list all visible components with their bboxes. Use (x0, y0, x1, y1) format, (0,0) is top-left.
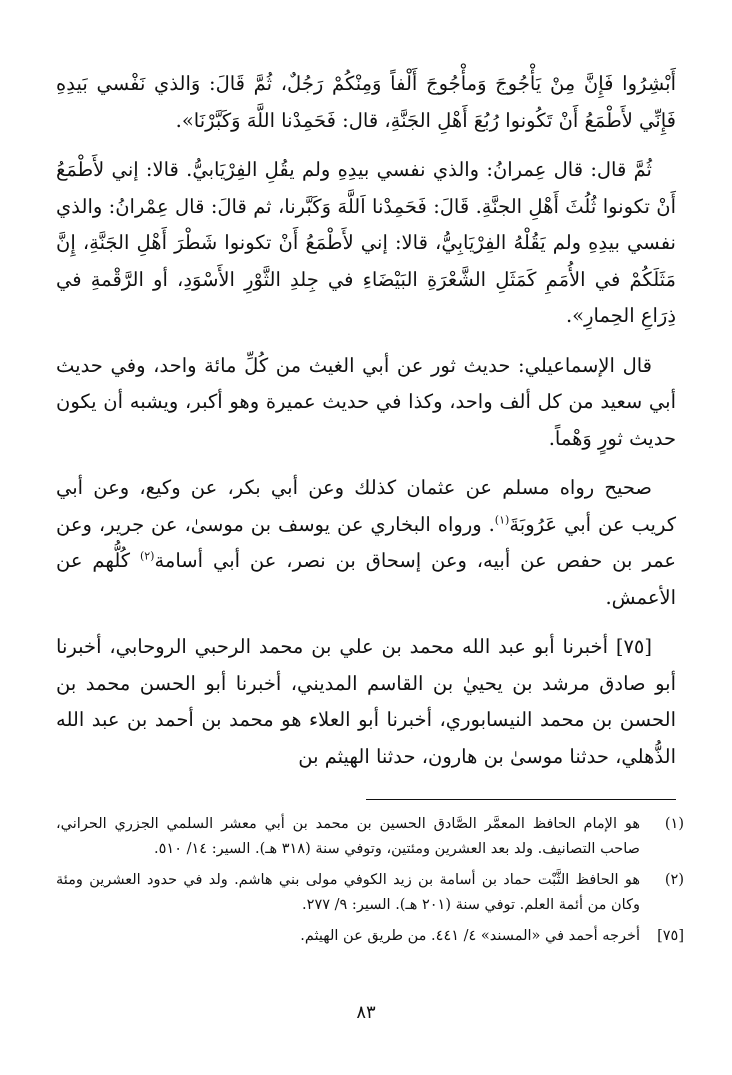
paragraph-ismaili-comment: قال الإسماعيلي: حديث ثور عن أبي الغيث من كُلِّ مائة واحد، وفي حديث أبي سعيد من كل ألف واحد، وكذا في حديث عميرة وهو أكبر، ويشبه أن يكون حديث ثورٍ وَهْماً. (56, 353, 676, 450)
footnote-marker: [٧٥] (657, 928, 684, 944)
footnote-ref-1[interactable]: (١) (494, 513, 510, 526)
takhrij-text-3: كُلُّهم عن الأعمش. (56, 549, 676, 609)
footnote-ref-2[interactable]: (٢) (139, 549, 155, 563)
footnote-divider (366, 799, 676, 800)
footnote-75 (56, 924, 684, 949)
main-text (56, 66, 676, 788)
footnote-text: هو الإمام الحافظ المعمَّر الصَّادق الحسين بن محمد بن أبي معشر السلمي الجزري الحراني، صاحب التصانيف. ولد بعد العشرين ومئتين، وتوفي سنة (٣١٨ هـ). السير: ١٤/ ٥١٠. (56, 816, 640, 857)
takhrij-text-1: صحيح رواه مسلم عن عثمان كذلك وعن أبي بكر، عن وكيع، وعن أبي كريب عن أبي عَرُوبَةَ (56, 476, 677, 536)
takhrij-text-2: . ورواه البخاري عن يوسف بن موسىٰ، عن جرير، وعن عمر بن حفص عن أبيه، وعن إسحاق بن نصر، عن أبي أسامة (56, 512, 676, 572)
paragraph-isnad-75: [٧٥] أخبرنا أبو عبد الله محمد بن علي بن محمد الرحبي الروحابي، أخبرنا أبو صادق مرشد بن يحييٰ بن القاسم المديني، أخبرنا أبو الحسن محمد بن الحسن بن محمد النيسابوري، أخبرنا أبو العلاء هو محمد بن أحمد بن عبد الله الذُّهلي، حدثنا موسىٰ بن هارون، حدثنا الهيثم بن (56, 635, 676, 768)
footnote-2 (56, 868, 684, 918)
paragraph-imran-narration: ثُمَّ قال: قال عِمرانُ: والذي نفسي بيدِهِ ولم يقُلِ الفِرْيَابيُّ. قالا: إني لأَطْمَعُ أَنْ تكونوا ثُلُثَ أَهْلِ الجنَّةِ. قَالَ: فَحَمِدْنا اَللَّهَ وَكَبَّرنا، ثم قالَ: قال عِمْرانُ: والذي نفسي بيدِهِ ولم يَقُلْهُ الفِرْيَابِيُّ، قالا: إني لأَطْمَعُ أَنْ تكونوا شَطْرَ أَهْلِ الجَنَّةِ، إِنَّ مَثَلَكُمْ في الأُمَمِ كَمَثَلِ الشَّعْرَةِ البَيْضَاءِ في جِلدِ الثَّوْرِ الأَسْوَدِ، أو الرَّقْمةِ في ذِرَاعِ الحِمارِ». (56, 158, 676, 327)
footnote-marker: (١) (664, 816, 684, 832)
page-number: ٨٣ (356, 1002, 376, 1023)
footnote-marker: (٢) (664, 872, 684, 888)
footnote-text: هو الحافظ الثَّبْت حماد بن أسامة بن زيد الكوفي مولى بني هاشم. ولد في حدود العشرين ومئة وكان من أئمة العلم. توفي سنة (٢٠١ هـ). السير: ٩/ ٢٧٧. (56, 872, 640, 913)
footnote-text: أخرجه أحمد في «المسند» ٤/ ٤٤١. من طريق عن الهيثم. (300, 928, 640, 944)
paragraph-sahih-takhrij (56, 470, 676, 616)
footnotes (56, 812, 684, 955)
footnote-1 (56, 812, 684, 862)
paragraph-hadith-end: أَبْشِرُوا فَإِنَّ مِنْ يَأْجُوجَ وَمأْجُوجَ أَلْفاً وَمِنْكُمْ رَجُلٌ، ثُمَّ قَالَ: وَالذي نَفْسي بَيدِهِ فَإِنِّي لأَطْمَعُ أَنْ تَكُونوا رُبُعَ أَهْلِ الجَنَّةِ، قال: فَحَمِدْنا اللَّهَ وَكَبَّرْنَا». (56, 72, 676, 132)
